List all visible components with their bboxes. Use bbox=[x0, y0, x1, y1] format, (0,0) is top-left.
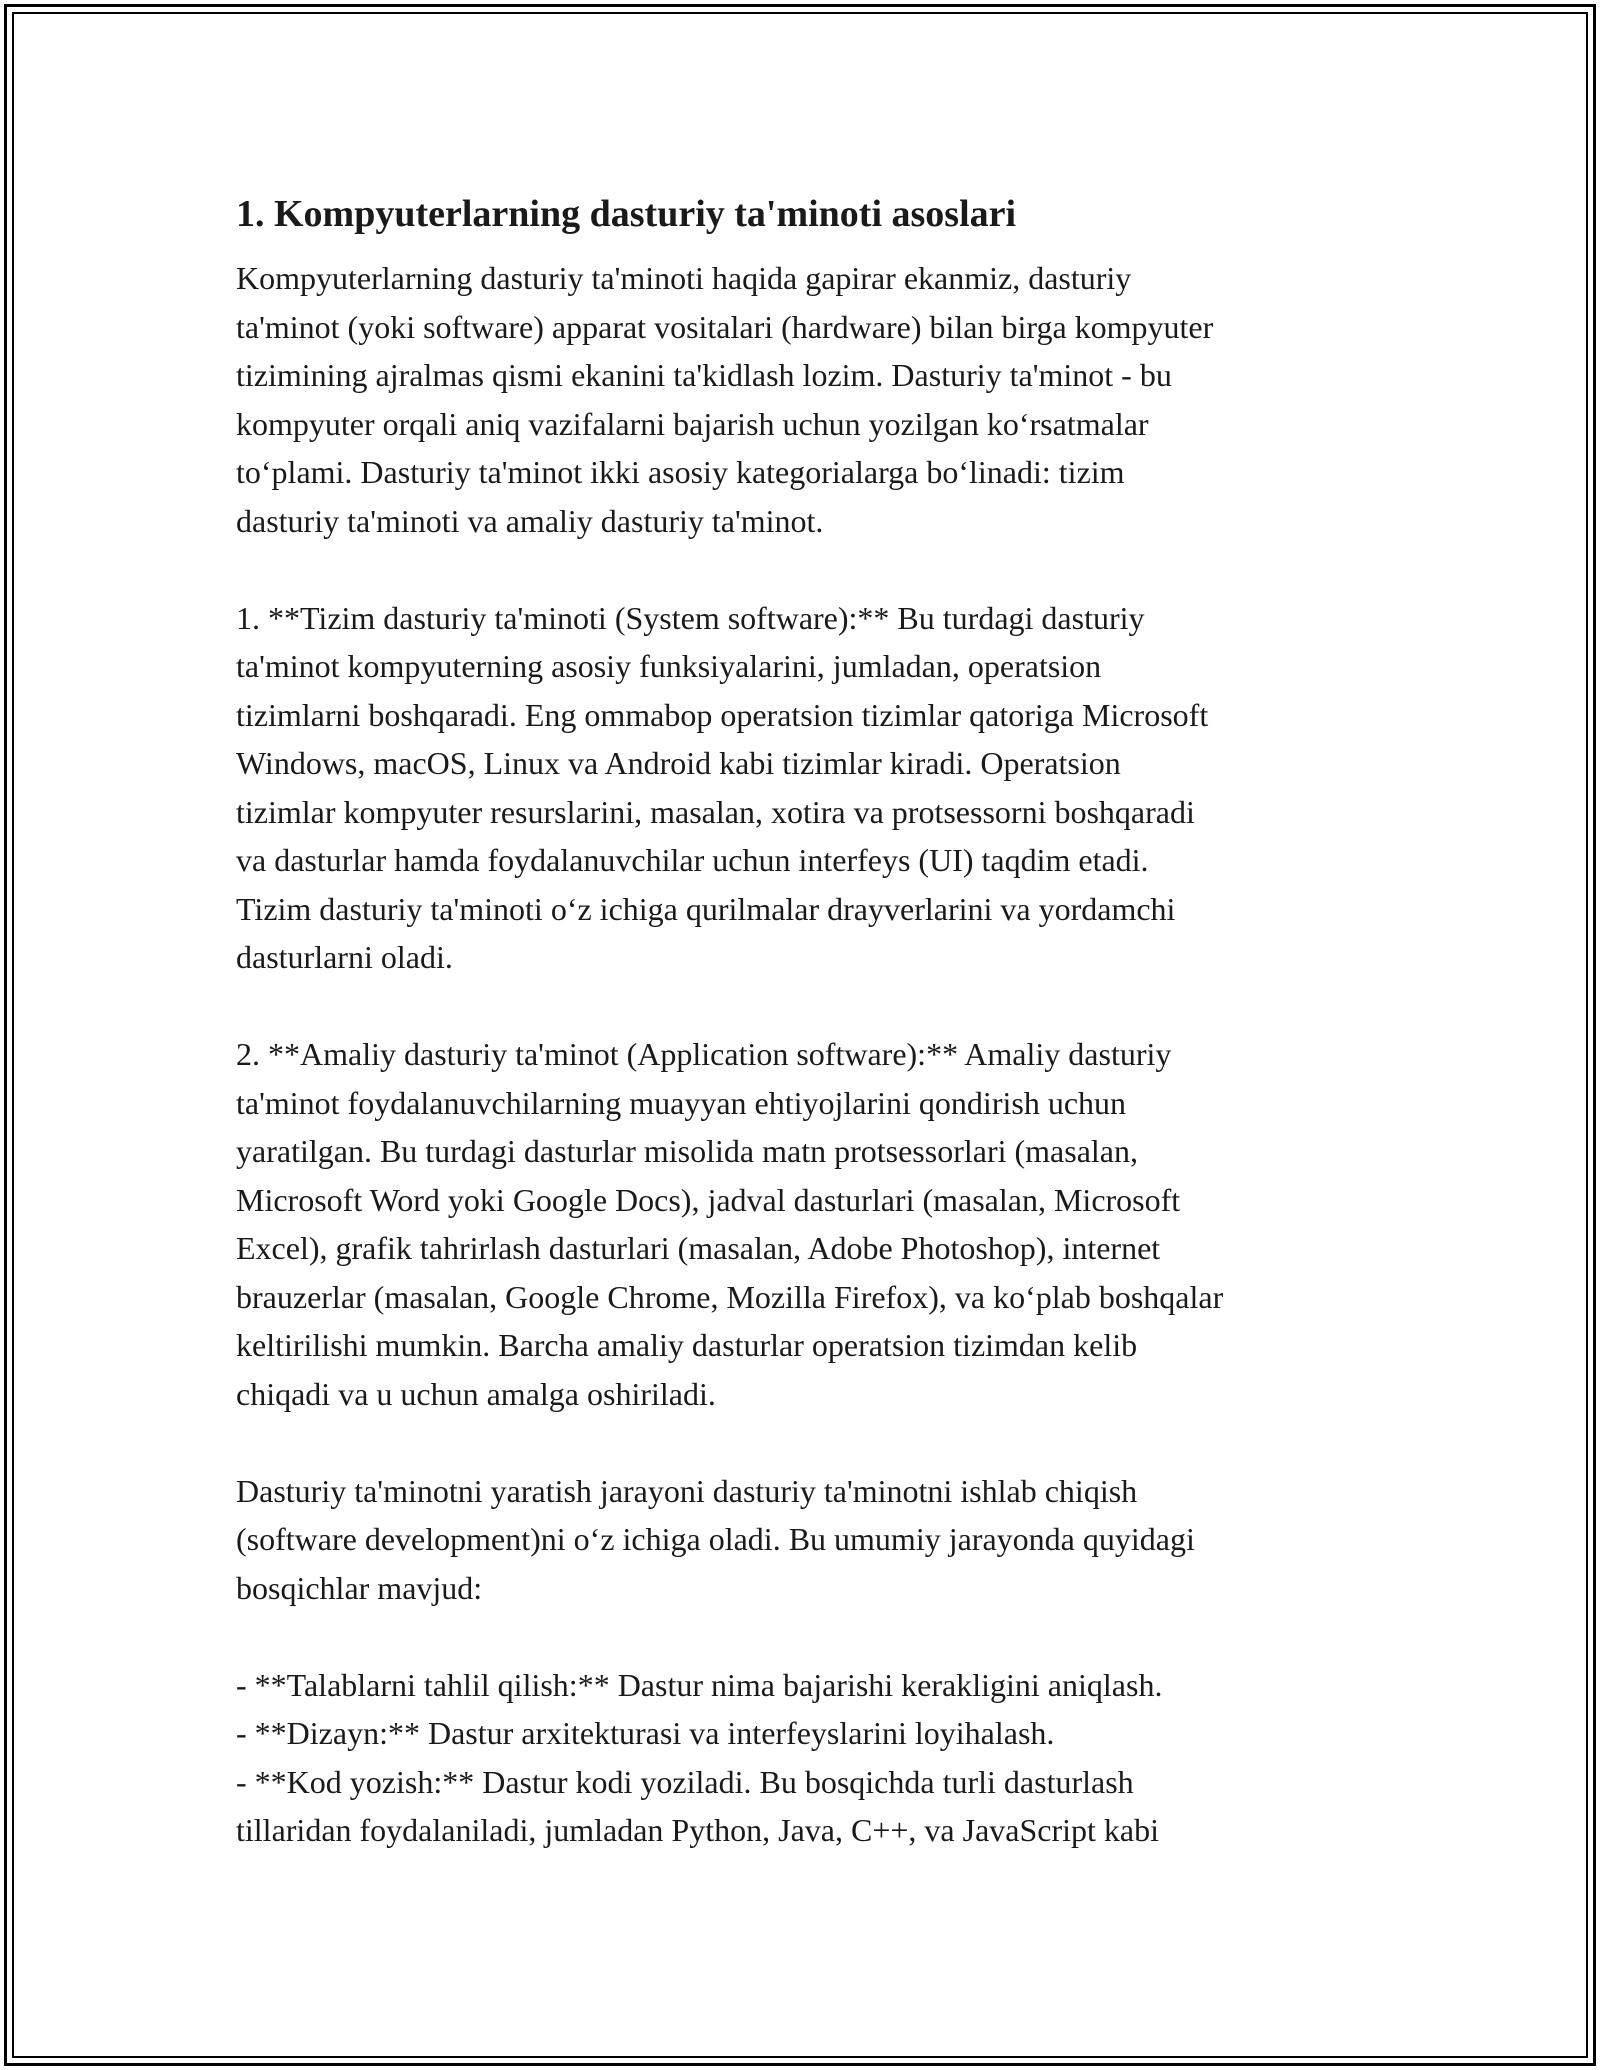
paragraph-system-software: 1. **Tizim dasturiy ta'minoti (System software):** Bu turdagi dasturiy ta'minot kompyuterning asosiy funksiyalarini, jumladan, operatsion tizimlarni boshqaradi. Eng ommabop operatsion tizimlar qatoriga Microsoft Windows, macOS, Linux va Android kabi tizimlar kiradi. Operatsion tizimlar kompyuter resurslarini, masalan, xotira va protsessorni boshqaradi va dasturlar hamda foydalanuvchilar uchun interfeys (UI) taqdim etadi. Tizim dasturiy ta'minoti o‘z ichiga qurilmalar drayverlarini va yordamchi dasturlarni oladi. bbox=[236, 599, 1209, 975]
document-body bbox=[236, 186, 1386, 1855]
paragraph-spacer bbox=[236, 1418, 1386, 1467]
paragraph-spacer bbox=[236, 545, 1386, 594]
paragraph-development-process: Dasturiy ta'minotni yaratish jarayoni dasturiy ta'minotni ishlab chiqish (software development)ni o‘z ichiga oladi. Bu umumiy jarayonda quyidagi bosqichlar mavjud: bbox=[236, 1472, 1195, 1606]
paragraph-intro: Kompyuterlarning dasturiy ta'minoti haqida gapirar ekanmiz, dasturiy ta'minot (yoki software) apparat vositalari (hardware) bilan birga kompyuter tizimining ajralmas qismi ekanini ta'kidlash lozim. Dasturiy ta'minot - bu kompyuter orqali aniq vazifalarni bajarish uchun yozilgan ko‘rsatmalar to‘plami. Dasturiy ta'minot ikki asosiy kategorialarga bo‘linadi: tizim dasturiy ta'minoti va amaliy dasturiy ta'minot. bbox=[236, 260, 1214, 539]
document-title: 1. Kompyuterlarning dasturiy ta'minoti asoslari bbox=[236, 193, 1017, 235]
paragraph-stage-list: - **Talablarni tahlil qilish:** Dastur nima bajarishi kerakligini aniqlash. - **Dizayn:** Dastur arxitekturasi va interfeyslarini loyihalash. - **Kod yozish:** Dastur kodi yoziladi. Bu bosqichda turli dasturlash tillaridan foydalaniladi, jumladan Python, Java, C++, va JavaScript kabi bbox=[236, 1666, 1163, 1848]
paragraph-spacer bbox=[236, 982, 1386, 1031]
paragraph-spacer bbox=[236, 1612, 1386, 1661]
paragraph-application-software: 2. **Amaliy dasturiy ta'minot (Application software):** Amaliy dasturiy ta'minot foydalanuvchilarning muayyan ehtiyojlarini qondirish uchun yaratilgan. Bu turdagi dasturlar misolida matn protsessorlari (masalan, Microsoft Word yoki Google Docs), jadval dasturlari (masalan, Microsoft Excel), grafik tahrirlash dasturlari (masalan, Adobe Photoshop), internet brauzerlar (masalan, Google Chrome, Mozilla Firefox), va ko‘plab boshqalar keltirilishi mumkin. Barcha amaliy dasturlar operatsion tizimdan kelib chiqadi va u uchun amalga oshiriladi. bbox=[236, 1036, 1224, 1412]
